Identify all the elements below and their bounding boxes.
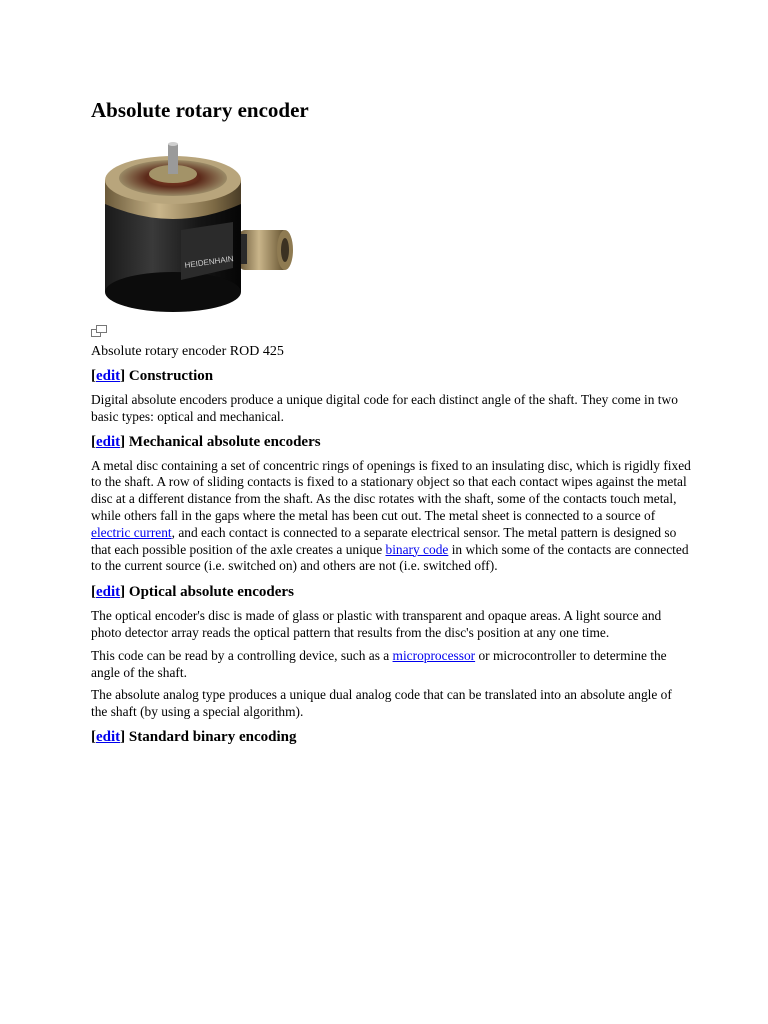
- paragraph-optical-3: The absolute analog type produces a unique dual analog code that can be translated into an absolute angle of the shaft (by using a special algorithm).: [91, 687, 672, 720]
- link-microprocessor[interactable]: microprocessor: [392, 647, 476, 663]
- link-electric-current[interactable]: electric current: [91, 524, 172, 540]
- section-heading-binary: [edit] Standard binary encoding: [91, 728, 297, 745]
- edit-link-binary[interactable]: edit: [96, 728, 121, 745]
- text-fragment: This code can be read by a controlling device, such as a: [91, 647, 393, 663]
- page-title: Absolute rotary encoder: [91, 98, 309, 122]
- section-title-mechanical: Mechanical absolute encoders: [128, 433, 321, 450]
- paragraph-optical-1: The optical encoder's disc is made of glass or plastic with transparent and opaque areas. A light source and photo detector array reads the optical pattern that results from the disc's position at any one time.: [91, 608, 662, 640]
- edit-link-optical[interactable]: edit: [96, 584, 121, 601]
- enlarge-icon[interactable]: [91, 324, 107, 338]
- section-heading-mechanical: [edit] Mechanical absolute encoders: [91, 433, 321, 450]
- text-fragment: or microcontroller to determine the angle of the shaft.: [91, 647, 667, 680]
- figure-caption: Absolute rotary encoder ROD 425: [91, 344, 284, 359]
- edit-link-construction[interactable]: edit: [96, 368, 121, 384]
- paragraph-mechanical: [91, 458, 691, 576]
- text-fragment: A metal disc containing a set of concentric rings of openings is fixed to an insulating disc, which is rigidly fixed to the shaft. A row of sliding contacts is fixed to a stationary object so that each contact wipes against the metal disc at a different distance from the shaft. As the disc rotates with the shaft, some of the contacts touch metal, while others fall in the gaps where the metal has been cut out. The metal sheet is connected to a source of: [91, 457, 691, 523]
- text-fragment: , and each contact is connected to a separate electrical sensor. The metal pattern is designed so that each possible position of the axle creates a unique: [91, 524, 677, 557]
- brand-label: HEIDENHAIN: [184, 254, 235, 270]
- edit-link-mechanical[interactable]: edit: [96, 433, 121, 450]
- text-fragment: in which some of the contacts are connected to the current source (i.e. switched on) and others are not (i.e. switched off).: [91, 541, 689, 574]
- section-heading-optical: [edit] Optical absolute encoders: [91, 584, 294, 601]
- encoder-photo[interactable]: [93, 134, 303, 320]
- article: [91, 96, 691, 746]
- section-heading-construction: [edit] Construction: [91, 368, 214, 384]
- section-title-construction: Construction: [128, 368, 214, 384]
- section-title-binary: Standard binary encoding: [128, 728, 297, 745]
- paragraph-construction: Digital absolute encoders produce a unique digital code for each distinct angle of the shaft. They come in two basic types: optical and mechanical.: [91, 392, 678, 424]
- paragraph-optical-2: [91, 648, 691, 682]
- link-binary-code[interactable]: binary code: [385, 541, 449, 557]
- section-title-optical: Optical absolute encoders: [128, 584, 294, 601]
- encoder-illustration: [93, 134, 303, 320]
